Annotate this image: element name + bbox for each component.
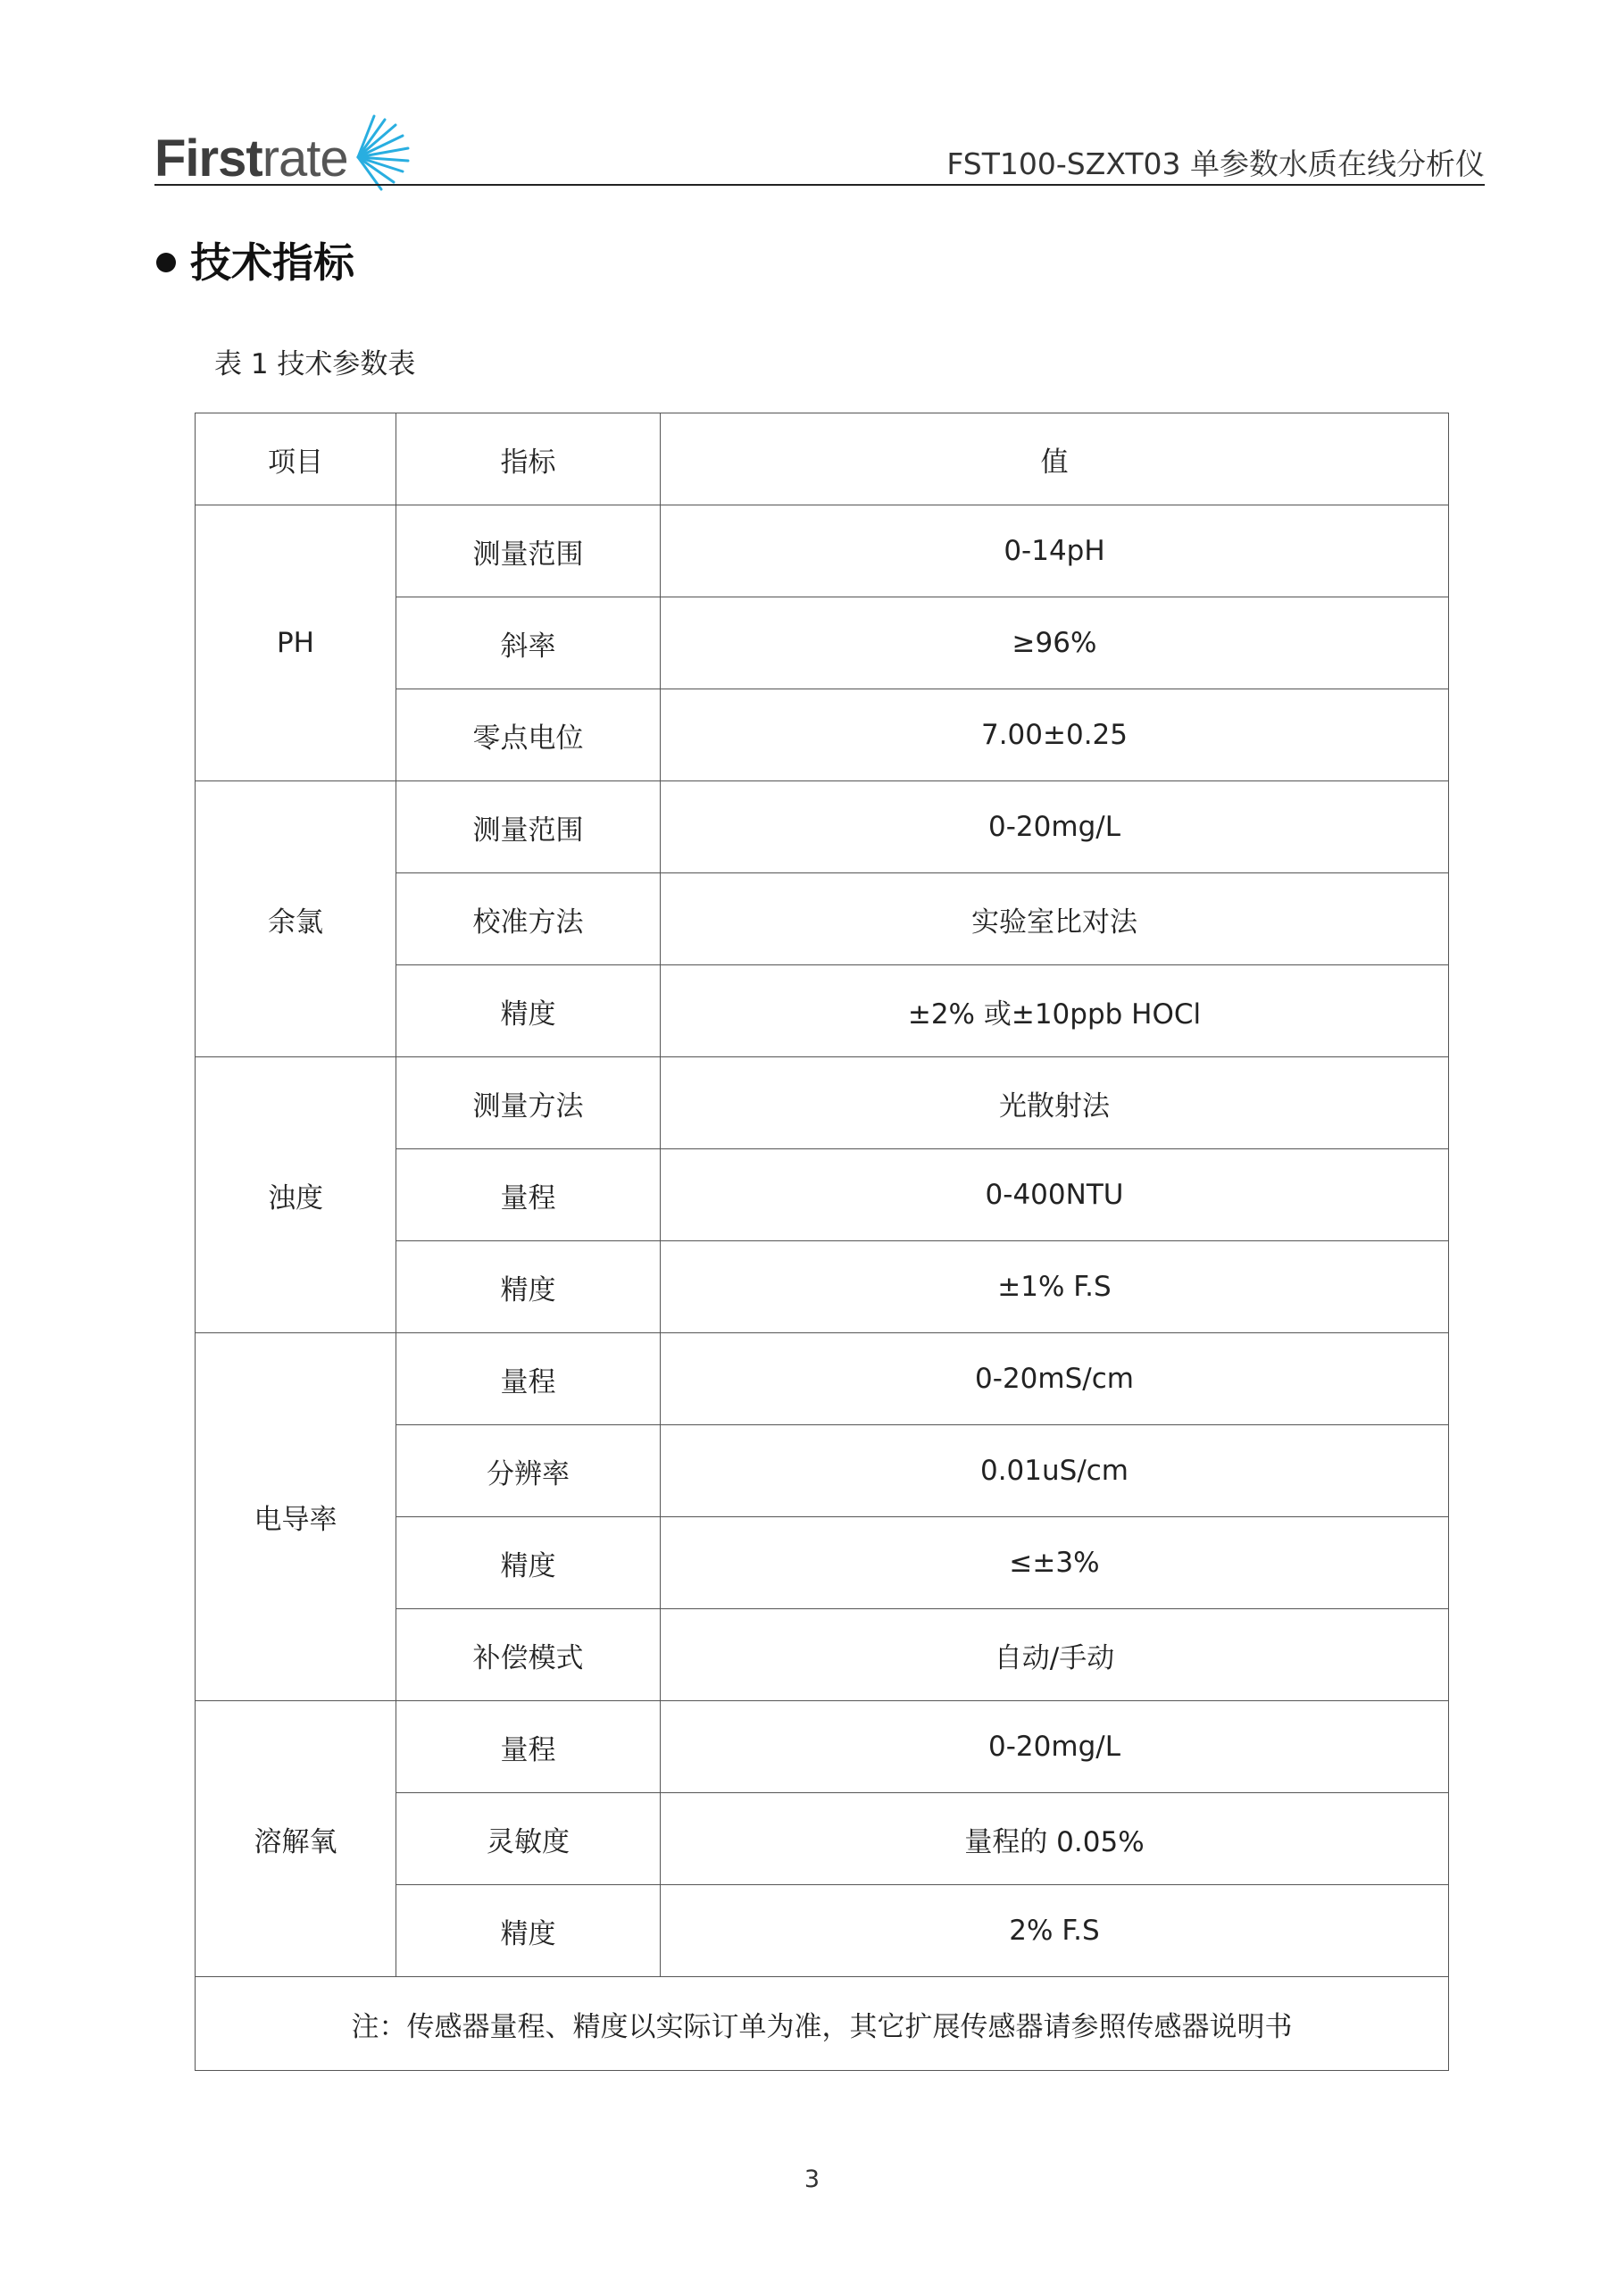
value-cell: 7.00±0.25	[661, 689, 1449, 781]
table-row	[196, 781, 1449, 873]
value-cell: 自动/手动	[661, 1609, 1449, 1701]
table-note: 注：传感器量程、精度以实际订单为准，其它扩展传感器请参照传感器说明书	[196, 1977, 1449, 2071]
indicator-cell: 精度	[396, 1517, 661, 1609]
indicator-cell: 校准方法	[396, 873, 661, 965]
table-row	[196, 1701, 1449, 1793]
indicator-cell: 量程	[396, 1333, 661, 1425]
table-row	[196, 505, 1449, 597]
header-divider	[154, 184, 1485, 186]
value-cell: 0-14pH	[661, 505, 1449, 597]
table-note-row	[196, 1977, 1449, 2071]
value-cell: 2% F.S	[661, 1885, 1449, 1977]
indicator-cell: 精度	[396, 1885, 661, 1977]
starburst-icon	[331, 113, 412, 193]
indicator-cell: 分辨率	[396, 1425, 661, 1517]
value-cell: 实验室比对法	[661, 873, 1449, 965]
section-heading-text: 技术指标	[190, 238, 354, 287]
item-cell: 溶解氧	[196, 1701, 396, 1977]
indicator-cell: 测量范围	[396, 781, 661, 873]
spec-table	[195, 413, 1449, 2071]
page-number: 3	[804, 2166, 820, 2193]
value-cell: 光散射法	[661, 1057, 1449, 1149]
value-cell: 0-20mg/L	[661, 1701, 1449, 1793]
value-cell: 0.01uS/cm	[661, 1425, 1449, 1517]
column-header-value: 值	[661, 413, 1449, 505]
value-cell: ±2% 或±10ppb HOCl	[661, 965, 1449, 1057]
value-cell: ≤±3%	[661, 1517, 1449, 1609]
value-cell: ≥96%	[661, 597, 1449, 689]
item-cell: 浊度	[196, 1057, 396, 1333]
indicator-cell: 零点电位	[396, 689, 661, 781]
indicator-cell: 测量范围	[396, 505, 661, 597]
indicator-cell: 测量方法	[396, 1057, 661, 1149]
column-header-indicator: 指标	[396, 413, 661, 505]
logo-wordmark-rate: rate	[262, 129, 348, 188]
logo-wordmark-first: First	[154, 129, 262, 188]
logo-wordmark	[154, 129, 348, 188]
value-cell: 0-20mg/L	[661, 781, 1449, 873]
value-cell: 量程的 0.05%	[661, 1793, 1449, 1885]
bullet-icon	[156, 253, 176, 272]
indicator-cell: 精度	[396, 965, 661, 1057]
value-cell: 0-20mS/cm	[661, 1333, 1449, 1425]
item-cell: PH	[196, 505, 396, 781]
section-heading	[156, 230, 354, 289]
column-header-item: 项目	[196, 413, 396, 505]
value-cell: ±1% F.S	[661, 1241, 1449, 1333]
value-cell: 0-400NTU	[661, 1149, 1449, 1241]
item-cell: 电导率	[196, 1333, 396, 1701]
page-header	[154, 98, 1485, 188]
indicator-cell: 量程	[396, 1149, 661, 1241]
table-caption: 表 1 技术参数表	[214, 348, 416, 380]
indicator-cell: 补偿模式	[396, 1609, 661, 1701]
indicator-cell: 灵敏度	[396, 1793, 661, 1885]
indicator-cell: 量程	[396, 1701, 661, 1793]
indicator-cell: 精度	[396, 1241, 661, 1333]
document-title: FST100-SZXT03 单参数水质在线分析仪	[946, 146, 1485, 181]
table-row	[196, 1057, 1449, 1149]
indicator-cell: 斜率	[396, 597, 661, 689]
table-header-row	[196, 413, 1449, 505]
item-cell: 余氯	[196, 781, 396, 1057]
table-row	[196, 1333, 1449, 1425]
